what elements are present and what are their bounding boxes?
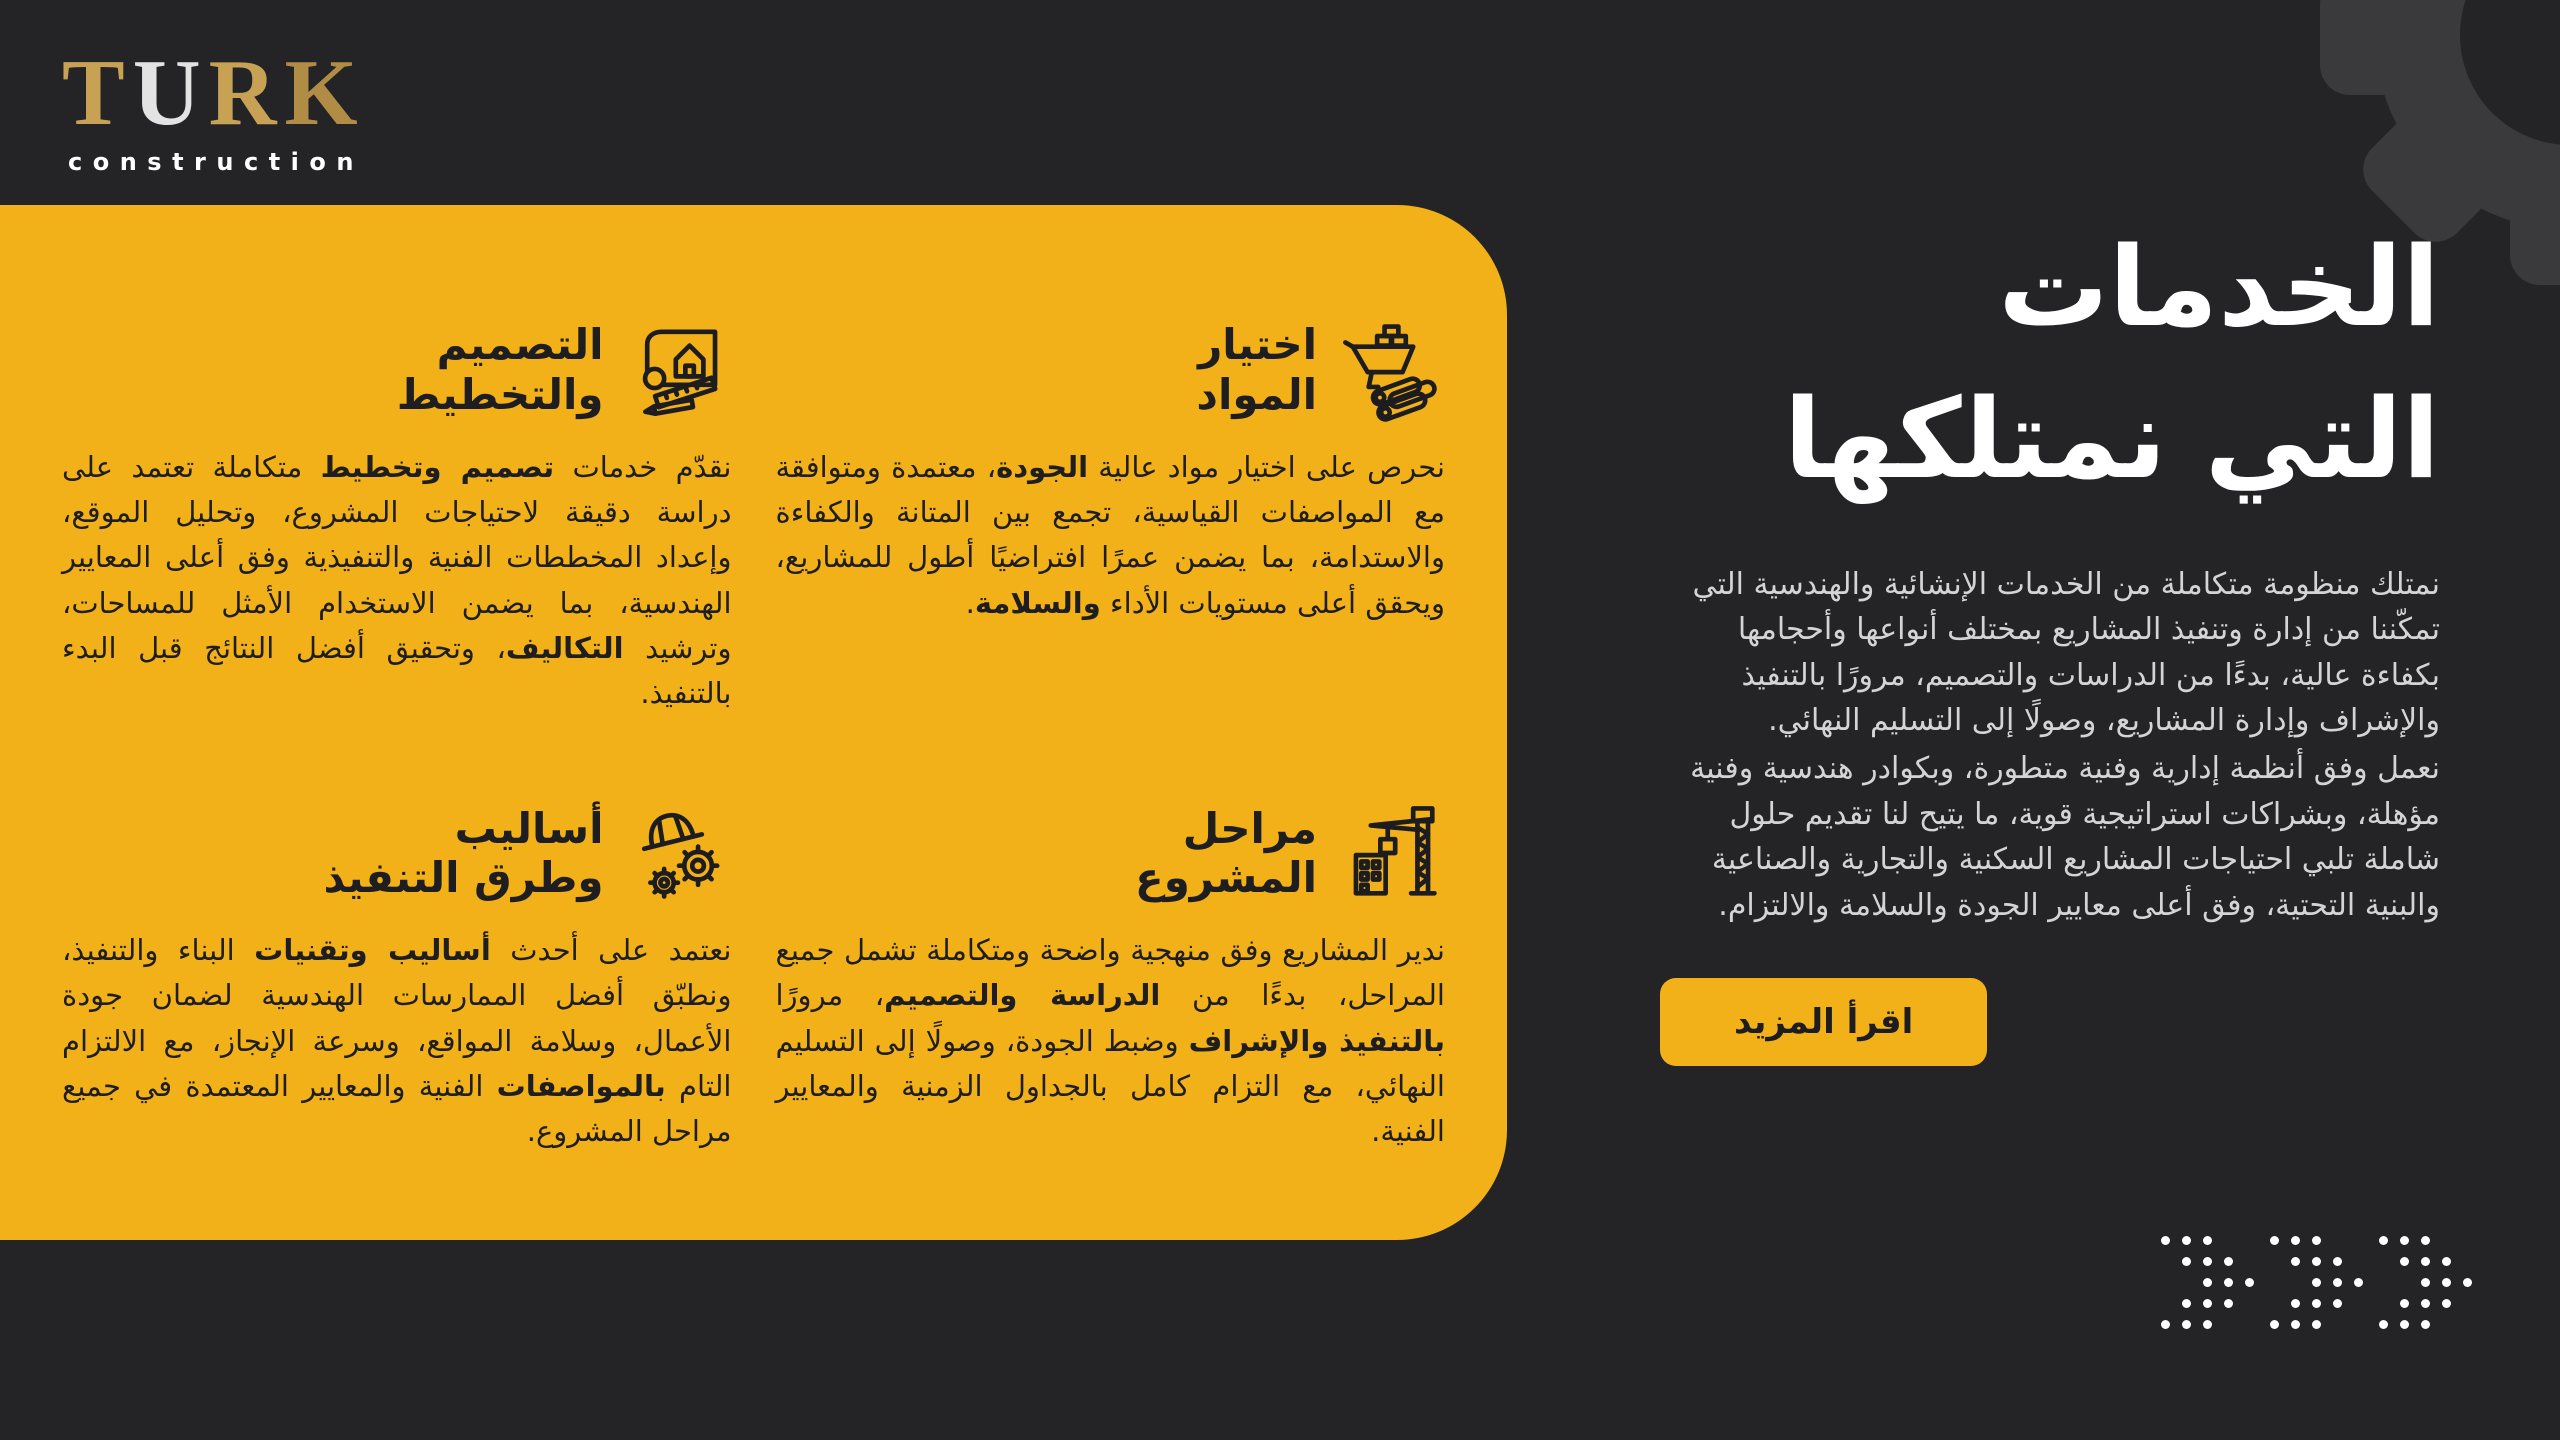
- service-block-materials: [776, 317, 1446, 742]
- service-header: [776, 317, 1446, 423]
- service-block-project-phases: [776, 800, 1446, 1180]
- logo[interactable]: [62, 41, 422, 176]
- service-description: نقدّم خدمات تصميم وتخطيط متكاملة تعتمد على دراسة دقيقة لاحتياجات المشروع، وتحليل الموقع، وإعداد المخططات الفنية والتنفيذية وفق أعلى المعايير الهندسية، بما يضمن الاستخدام الأمثل للمساحات، وترشيد التكاليف، وتحقيق أفضل النتائج قبل البدء بالتنفيذ.: [62, 450, 732, 711]
- helmet-gears-icon: [626, 800, 732, 906]
- service-header: [776, 800, 1446, 906]
- read-more-button[interactable]: اقرأ المزيد: [1660, 978, 1987, 1066]
- hero-paragraph-1: نمتلك منظومة متكاملة من الخدمات الإنشائية والهندسية التي تمكّننا من إدارة وتنفيذ المشاريع بمختلف أنواعها وأحجامها بكفاءة عالية، بدءًا من الدراسات والتصميم، مرورًا بالتنفيذ والإشراف وإدارة المشاريع، وصولًا إلى التسليم النهائي.: [1692, 566, 2440, 739]
- hero-paragraph-2: نعمل وفق أنظمة إدارية وفنية متطورة، وبكوادر هندسية وفنية مؤهلة، وبشراكات استراتيجية قوية، ما يتيح لنا تقديم حلول شاملة تلبي احتياجات المشاريع السكنية والتجارية والصناعية والبنية التحتية، وفق أعلى معايير الجودة والسلامة والالتزام.: [1690, 750, 2440, 923]
- logo-wordmark: T U R K: [62, 41, 366, 145]
- page-title: الخدمات التي نمتلكها: [1783, 223, 2440, 503]
- services-card: [0, 205, 1507, 1240]
- blueprint-icon: [626, 317, 732, 423]
- service-header: [62, 317, 732, 423]
- service-title: مراحل المشروع: [1135, 803, 1317, 903]
- service-title: التصميم والتخطيط: [396, 320, 604, 419]
- service-block-design-planning: [62, 317, 732, 742]
- service-title: أساليب وطرق التنفيذ: [323, 803, 604, 903]
- service-description: نعتمد على أحدث أساليب وتقنيات البناء والتنفيذ، ونطبّق أفضل الممارسات الهندسية لضمان جودة الأعمال، وسلامة المواقع، وسرعة الإنجاز، مع الالتزام التام بالمواصفات الفنية والمعايير المعتمدة في جميع مراحل المشروع.: [62, 933, 732, 1149]
- hero-section: [1660, 212, 2440, 1066]
- dots-decoration: [2161, 1236, 2472, 1341]
- service-description: ندير المشاريع وفق منهجية واضحة ومتكاملة تشمل جميع المراحل، بدءًا من الدراسة والتصميم، مرورًا بالتنفيذ والإشراف وضبط الجودة، وصولًا إلى التسليم النهائي، مع التزام كامل بالجداول الزمنية والمعايير الفنية.: [775, 933, 1445, 1149]
- service-description: نحرص على اختيار مواد عالية الجودة، معتمدة ومتوافقة مع المواصفات القياسية، تجمع بين المتانة والكفاءة والاستدامة، بما يضمن عمرًا افتراضيًا أطول للمشاريع، ويحقق أعلى مستويات الأداء والسلامة.: [775, 450, 1445, 620]
- wheelbarrow-logs-icon: [1339, 317, 1445, 423]
- service-header: [62, 800, 732, 906]
- service-title: اختيار المواد: [1196, 320, 1317, 419]
- logo-subtitle: construction: [68, 148, 364, 176]
- tower-crane-icon: [1339, 800, 1445, 906]
- service-block-methods-execution: [62, 800, 732, 1180]
